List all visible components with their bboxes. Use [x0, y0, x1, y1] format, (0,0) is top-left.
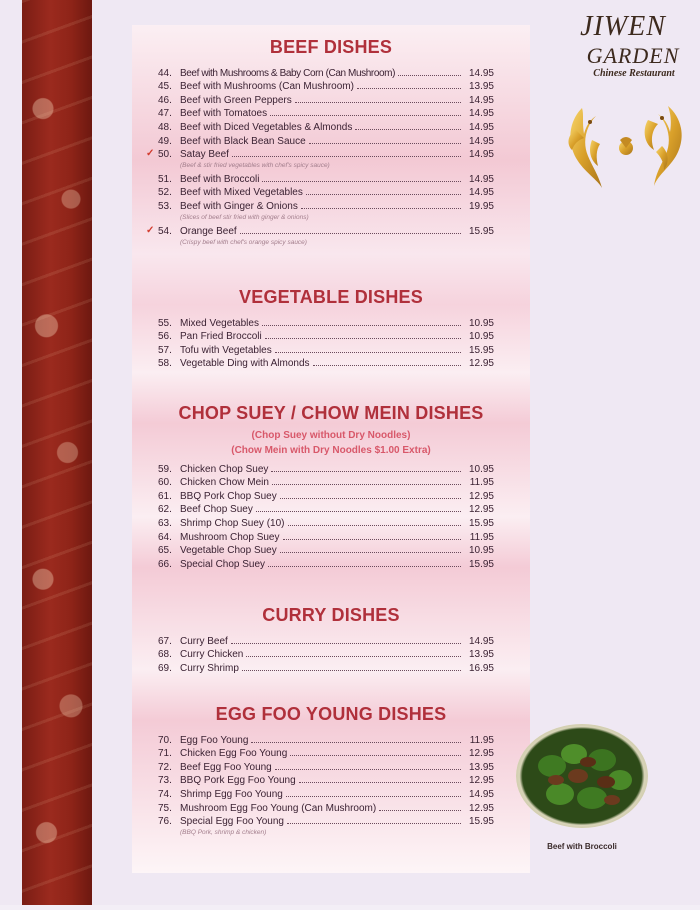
leader-dots — [262, 181, 461, 182]
leader-dots — [301, 208, 461, 209]
beef-with-broccoli-photo — [516, 724, 648, 828]
item-name: Mushroom Chop Suey — [180, 531, 280, 543]
item-price: 16.95 — [468, 662, 494, 674]
item-price: 15.95 — [468, 558, 494, 570]
item-name: Beef with Broccoli — [180, 173, 260, 185]
food-image — [516, 724, 648, 828]
item-name: Beef with Black Bean Sauce — [180, 135, 306, 147]
item-price: 15.95 — [468, 225, 494, 237]
item-name: Mixed Vegetables — [180, 317, 259, 329]
item-number: 48. — [158, 121, 172, 133]
item-price: 19.95 — [468, 200, 494, 212]
leader-dots — [290, 755, 461, 756]
leader-dots — [306, 194, 461, 195]
item-name: Beef Egg Foo Young — [180, 761, 272, 773]
item-price: 12.95 — [468, 802, 494, 814]
menu-item — [158, 119, 494, 133]
item-price: 10.95 — [468, 331, 494, 343]
item-name: Shrimp Egg Foo Young — [180, 788, 283, 800]
leader-dots — [357, 88, 461, 89]
item-name: Mushroom Egg Foo Young (Can Mushroom) — [180, 802, 377, 814]
item-name: BBQ Pork Chop Suey — [180, 490, 277, 502]
item-number: 65. — [158, 545, 172, 557]
leader-dots — [268, 566, 461, 567]
item-price: 14.95 — [468, 149, 494, 161]
item-name: Special Egg Foo Young — [180, 816, 284, 828]
item-number: 47. — [158, 108, 172, 120]
leader-dots — [309, 143, 461, 144]
menu-item — [158, 171, 494, 185]
chop-suey-note: (Chop Suey without Dry Noodles) — [251, 430, 411, 441]
menu-item — [158, 65, 494, 79]
item-price: 12.95 — [468, 775, 494, 787]
menu-item — [158, 185, 494, 199]
menu-item — [158, 759, 494, 773]
item-number: 58. — [158, 358, 172, 370]
item-number: 52. — [158, 187, 172, 199]
item-number: 73. — [158, 775, 172, 787]
item-price: 13.95 — [468, 81, 494, 93]
item-name: Beef with Mushrooms & Baby Corn (Can Mushroom) — [180, 67, 396, 79]
leader-dots — [295, 102, 461, 103]
item-name: Egg Foo Young — [180, 734, 249, 746]
curry-items — [158, 633, 494, 674]
menu-item — [158, 773, 494, 787]
item-name: Beef with Tomatoes — [180, 108, 268, 120]
item-number: 63. — [158, 517, 172, 529]
menu-item — [158, 315, 494, 329]
item-name: Chicken Chow Mein — [180, 477, 269, 489]
leader-dots — [280, 498, 461, 499]
item-price: 14.95 — [468, 67, 494, 79]
item-description: (Slices of beef stir fried with ginger & onions) — [180, 213, 309, 221]
item-name: Vegetable Chop Suey — [180, 545, 277, 557]
menu-item — [158, 342, 494, 356]
section-title-chop-suey: CHOP SUEY / CHOW MEIN DISHES — [178, 403, 484, 423]
item-name: Chicken Egg Foo Young — [180, 748, 288, 760]
item-number: 61. — [158, 490, 172, 502]
item-number: 53. — [158, 200, 172, 212]
item-description: (BBQ Pork, shrimp & chicken) — [180, 829, 267, 837]
item-name: Beef with Diced Vegetables & Almonds — [180, 121, 353, 133]
item-number: 64. — [158, 531, 172, 543]
item-price: 13.95 — [468, 649, 494, 661]
item-number: 46. — [158, 94, 172, 106]
menu-item — [158, 106, 494, 120]
menu-item — [158, 92, 494, 106]
leader-dots — [271, 471, 461, 472]
item-name: Curry Chicken — [180, 649, 244, 661]
item-name: BBQ Pork Egg Foo Young — [180, 775, 296, 787]
item-price: 11.95 — [469, 734, 494, 746]
menu-item — [158, 502, 494, 516]
vegetable-items — [158, 315, 494, 369]
item-name: Beef Chop Suey — [180, 504, 253, 516]
item-number: 76. — [158, 816, 172, 828]
menu-item — [158, 329, 494, 343]
item-name: Special Chop Suey — [180, 558, 266, 570]
leader-dots — [270, 115, 461, 116]
spicy-check-icon: ✓ — [146, 148, 155, 160]
item-number: 44. — [158, 67, 172, 79]
menu-item — [158, 647, 494, 661]
item-number: 75. — [158, 802, 172, 814]
item-price: 11.95 — [469, 477, 494, 489]
menu-card — [132, 25, 530, 873]
item-price: 10.95 — [468, 317, 494, 329]
menu-item — [158, 633, 494, 647]
leader-dots — [265, 338, 461, 339]
section-title-curry: CURRY DISHES — [262, 605, 400, 625]
leader-dots — [232, 156, 461, 157]
menu-item — [158, 515, 494, 529]
chop-suey-items — [158, 461, 494, 570]
item-number: 71. — [158, 748, 172, 760]
menu-item — [158, 556, 494, 570]
item-price: 12.95 — [468, 490, 494, 502]
item-number: 50. — [158, 149, 172, 161]
menu-item — [158, 529, 494, 543]
item-price: 12.95 — [468, 358, 494, 370]
item-price: 14.95 — [468, 187, 494, 199]
leader-dots — [246, 656, 461, 657]
item-name: Chicken Chop Suey — [180, 463, 269, 475]
item-price: 12.95 — [468, 748, 494, 760]
item-price: 13.95 — [468, 761, 494, 773]
egg-foo-young-items — [158, 732, 494, 838]
item-number: 54. — [158, 225, 172, 237]
menu-item — [158, 746, 494, 760]
restaurant-logo-text — [548, 10, 698, 79]
leader-dots — [299, 782, 461, 783]
leader-dots — [275, 352, 461, 353]
leader-dots — [251, 742, 461, 743]
leader-dots — [240, 233, 461, 234]
menu-item — [158, 133, 494, 147]
item-number: 57. — [158, 344, 172, 356]
leader-dots — [280, 552, 461, 553]
leader-dots — [275, 769, 461, 770]
item-number: 68. — [158, 649, 172, 661]
item-name: Beef with Green Peppers — [180, 94, 292, 106]
menu-item — [158, 356, 494, 370]
item-price: 14.95 — [468, 121, 494, 133]
item-price: 14.95 — [468, 94, 494, 106]
menu-item — [146, 223, 494, 237]
item-number: 72. — [158, 761, 172, 773]
photo-caption: Beef with Broccoli — [547, 842, 617, 851]
item-number: 51. — [158, 173, 172, 185]
item-name: Beef with Mixed Vegetables — [180, 187, 303, 199]
item-price: 14.95 — [468, 173, 494, 185]
section-title-egg-foo-young: EGG FOO YOUNG DISHES — [215, 704, 447, 724]
leader-dots — [242, 670, 461, 671]
item-price: 10.95 — [468, 463, 494, 475]
item-name: Orange Beef — [180, 225, 237, 237]
item-number: 56. — [158, 331, 172, 343]
leader-dots — [287, 823, 461, 824]
item-name: Vegetable Ding with Almonds — [180, 358, 310, 370]
menu-item — [158, 786, 494, 800]
item-name: Pan Fried Broccoli — [180, 331, 262, 343]
item-number: 69. — [158, 662, 172, 674]
leader-dots — [262, 325, 461, 326]
item-name: Shrimp Chop Suey (10) — [180, 517, 285, 529]
leader-dots — [398, 75, 461, 76]
item-number: 66. — [158, 558, 172, 570]
leader-dots — [231, 643, 461, 644]
item-price: 11.95 — [469, 531, 494, 543]
item-name: Beef with Ginger & Onions — [180, 200, 298, 212]
item-name: Curry Shrimp — [180, 662, 239, 674]
item-description: (Crispy beef with chef's orange spicy sauce) — [180, 238, 307, 246]
item-number: 59. — [158, 463, 172, 475]
item-number: 60. — [158, 477, 172, 489]
item-description: (Beef & stir fried vegetables with chef's spicy sauce) — [180, 162, 330, 170]
item-name: Beef with Mushrooms (Can Mushroom) — [180, 81, 354, 93]
item-price: 10.95 — [468, 545, 494, 557]
item-price: 15.95 — [468, 517, 494, 529]
item-name: Curry Beef — [180, 635, 228, 647]
leader-dots — [355, 129, 461, 130]
decorative-floral-border — [22, 0, 92, 905]
brand-name-garden: GARDEN — [586, 43, 680, 68]
item-number: 74. — [158, 788, 172, 800]
menu-item — [158, 198, 494, 212]
menu-item — [158, 79, 494, 93]
item-number: 55. — [158, 317, 172, 329]
beef-items — [146, 65, 494, 248]
item-price: 15.95 — [468, 816, 494, 828]
menu-item — [158, 543, 494, 557]
item-number: 62. — [158, 504, 172, 516]
item-price: 12.95 — [468, 504, 494, 516]
menu-item — [146, 147, 494, 161]
leader-dots — [283, 539, 462, 540]
item-number: 70. — [158, 734, 172, 746]
menu-item — [158, 475, 494, 489]
leader-dots — [288, 525, 462, 526]
leader-dots — [379, 810, 461, 811]
item-name: Tofu with Vegetables — [180, 344, 272, 356]
leader-dots — [313, 365, 461, 366]
menu-item — [158, 488, 494, 502]
item-price: 14.95 — [468, 788, 494, 800]
section-title-beef: BEEF DISHES — [269, 37, 393, 57]
golden-dragon-phoenix-icon — [562, 100, 690, 192]
brand-tagline: Chinese Restaurant — [593, 68, 675, 79]
item-price: 14.95 — [468, 135, 494, 147]
item-price: 14.95 — [468, 635, 494, 647]
item-price: 15.95 — [468, 344, 494, 356]
section-title-vegetable: VEGETABLE DISHES — [239, 287, 423, 307]
item-number: 67. — [158, 635, 172, 647]
brand-name-jiwen: JIWEN — [580, 11, 666, 42]
item-price: 14.95 — [468, 108, 494, 120]
leader-dots — [286, 796, 461, 797]
item-number: 45. — [158, 81, 172, 93]
spicy-check-icon: ✓ — [146, 224, 155, 236]
chow-mein-note: (Chow Mein with Dry Noodles $1.00 Extra) — [231, 445, 431, 456]
item-number: 49. — [158, 135, 172, 147]
menu-item — [158, 660, 494, 674]
menu-item — [158, 800, 494, 814]
menu-item — [158, 814, 494, 828]
menu-item — [158, 732, 494, 746]
leader-dots — [256, 511, 461, 512]
menu-item — [158, 461, 494, 475]
item-name: Satay Beef — [180, 149, 229, 161]
leader-dots — [272, 484, 461, 485]
